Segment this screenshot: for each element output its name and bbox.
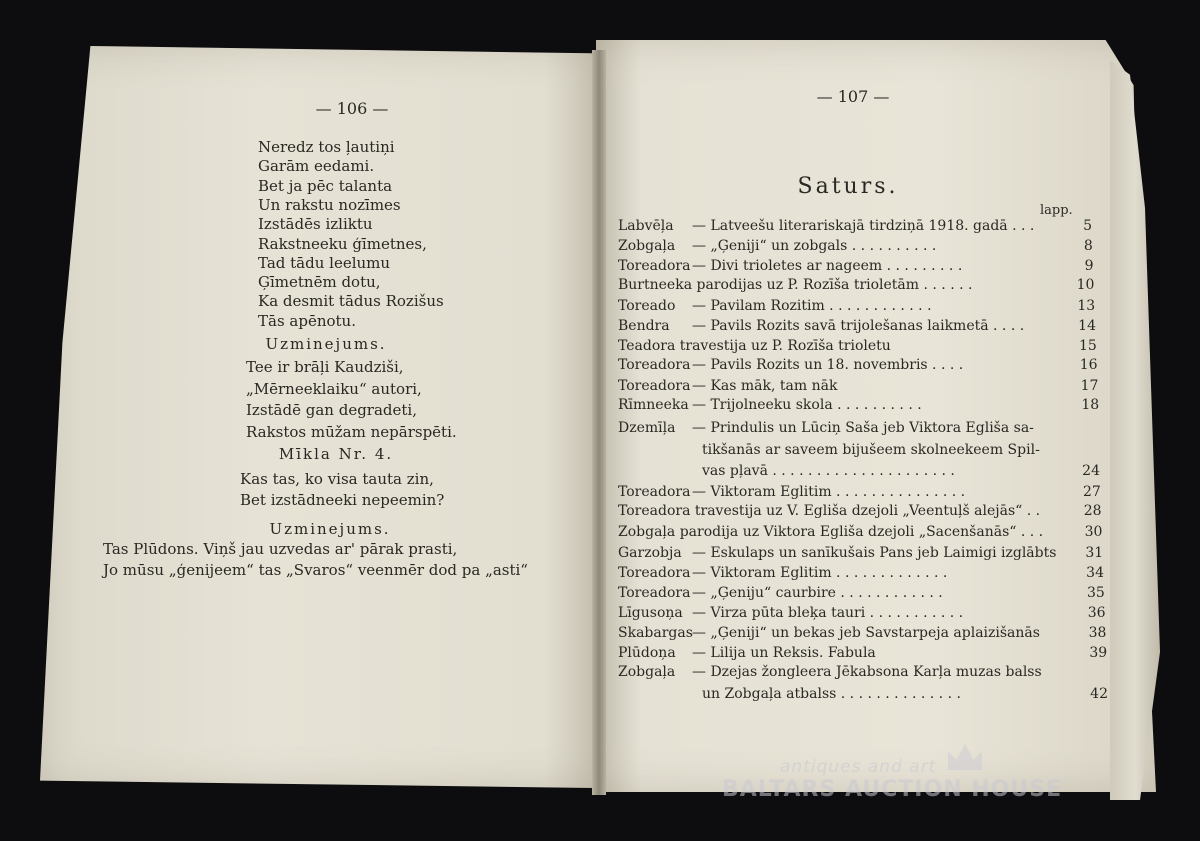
toc-page-number: 38: [1088, 625, 1107, 641]
toc-author: Bendra: [618, 318, 670, 334]
toc-page-number: 17: [1080, 378, 1099, 394]
toc-title-line: — Latveešu literariskajā tirdziņā 1918. gadā . . .: [692, 218, 1035, 234]
toc-author: Plūdoņa: [618, 645, 676, 661]
toc-author: Zobgaļa: [618, 238, 676, 254]
toc-title-line: — Kas māk, tam nāk: [692, 378, 838, 394]
toc-page-number: 5: [1083, 218, 1092, 234]
toc-author: Dzemīļa: [618, 420, 676, 436]
toc-author: Toreadora: [618, 378, 691, 394]
heading-uzminejums-1: Uzminejums.: [265, 335, 387, 353]
toc-page-number: 39: [1089, 645, 1108, 661]
toc-author: Skabargas: [618, 625, 693, 641]
toc-title-line: — „Ģeniji“ un zobgals . . . . . . . . . .: [692, 238, 937, 254]
toc-page-number: 10: [1076, 277, 1095, 293]
poem-line: Neredz tos ļautiņi: [258, 138, 395, 156]
toc-page-number: 30: [1084, 524, 1103, 540]
toc-page-number: 36: [1087, 605, 1106, 621]
toc-page-number: 35: [1086, 585, 1105, 601]
toc-title-line: — Pavils Rozits savā trijolešanas laikmetā . . . .: [692, 318, 1025, 334]
poem-line: Garām eedami.: [258, 157, 375, 176]
left-page-number: — 106 —: [315, 99, 389, 118]
toc-page-number: 24: [1082, 463, 1100, 479]
riddle-line: Bet izstādneeki nepeemin?: [240, 491, 445, 509]
answer-line: Tas Plūdons. Viņš jau uzvedas ar' pārak prasti,: [103, 540, 458, 558]
toc-title-line: Zobgaļa parodija uz Viktora Egliša dzejoli „Sacenšanās“ . . .: [618, 524, 1044, 540]
toc-title-line: — Pavilam Rozitim . . . . . . . . . . . .: [692, 298, 932, 314]
riddle-title: Mīkla Nr. 4.: [278, 445, 394, 463]
toc-page-number: 31: [1085, 545, 1104, 561]
toc-title-line: — „Ģeniji“ un bekas jeb Savstarpeja aplaizišanās: [692, 625, 1040, 641]
toc-page-number: 13: [1077, 298, 1096, 314]
toc-title-line: Teadora travestija uz P. Rozīša trioletu: [618, 338, 891, 354]
toc-author: Rīmneeka: [618, 397, 689, 413]
riddle-line: Kas tas, ko visa tauta zin,: [240, 470, 434, 488]
toc-page-number: 27: [1082, 484, 1101, 500]
toc-title-line: — Lilija un Reksis. Fabula: [692, 645, 876, 661]
answer-line: „Mērneeklaiku“ autori,: [246, 379, 422, 398]
book-gutter: [592, 50, 606, 795]
toc-author: Līgusoņa: [618, 605, 683, 621]
toc-page-number: 18: [1081, 397, 1100, 413]
toc-author: Toreadora: [618, 585, 691, 601]
toc-page-number: 15: [1078, 338, 1097, 354]
toc-title-line: tikšanās ar saveem bijušeem skolneekeem Spil-: [702, 441, 1040, 458]
toc-title-line: un Zobgaļa atbalss . . . . . . . . . . . . . .: [702, 685, 961, 702]
toc-author: Toreadora: [618, 357, 691, 373]
toc-author: Toreadora: [618, 565, 691, 581]
toc-title-line: — Viktoram Eglitim . . . . . . . . . . . . . . .: [692, 484, 966, 500]
toc-title-line: Burtneeka parodijas uz P. Rozīša trioletām . . . . . .: [618, 277, 973, 293]
poem-line: Tad tādu leelumu: [258, 253, 391, 272]
toc-title-line: — Eskulaps un sanīkušais Pans jeb Laimigi izglābts: [692, 545, 1057, 561]
watermark-brand: BALTARS AUCTION HOUSE: [722, 777, 1063, 802]
answer-line: Jo mūsu „ģenijeem“ tas „Svaros“ veenmēr dod pa „asti“: [103, 561, 528, 579]
page-edges: [1110, 60, 1160, 800]
toc-page-number: 14: [1078, 318, 1096, 334]
toc-title-line: vas pļavā . . . . . . . . . . . . . . . . . . . . .: [702, 463, 955, 479]
toc-author: Garzobja: [618, 545, 682, 561]
watermark-tagline: antiques and art: [780, 757, 937, 777]
poem-line: Un rakstu nozīmes: [258, 195, 401, 214]
toc-author: Labvēļa: [618, 218, 674, 234]
toc-title-line: Toreadora travestija uz V. Egliša dzejoli „Veentuļš alejās“ . .: [618, 503, 1041, 519]
toc-page-number: 42: [1090, 685, 1108, 702]
toc-page-number: 16: [1079, 357, 1098, 373]
answer-line: Izstādē gan degradeti,: [246, 401, 417, 419]
poem-line: Ka desmit tādus Rozišus: [258, 292, 444, 311]
toc-title-line: — Divi trioletes ar nageem . . . . . . . . .: [692, 258, 963, 274]
toc-author: Toreadora: [618, 484, 691, 500]
toc-page-number: 9: [1084, 258, 1094, 274]
right-page-number: — 107 —: [816, 87, 890, 106]
toc-author: Toreadora: [618, 258, 691, 274]
poem-line: Rakstneeku ģīmetnes,: [258, 234, 427, 253]
toc-page-number: 28: [1083, 503, 1102, 519]
poem-line: Bet ja pēc talanta: [258, 176, 393, 195]
toc-title-line: — Viktoram Eglitim . . . . . . . . . . . . .: [692, 565, 948, 581]
toc-title-line: — Pavils Rozits un 18. novembris . . . .: [692, 357, 964, 373]
toc-author: Toreado: [618, 298, 676, 314]
poem-line: Ģīmetnēm dotu,: [258, 273, 381, 292]
toc-page-number: 8: [1083, 238, 1093, 254]
toc-title-line: — „Ģeniju“ caurbire . . . . . . . . . . . .: [692, 585, 943, 601]
heading-uzminejums-2: Uzminejums.: [269, 520, 391, 538]
poem-line: Izstādēs izliktu: [258, 215, 373, 234]
toc-page-number: 34: [1086, 565, 1104, 581]
toc-title-line: — Virza pūta bleķa tauri . . . . . . . . . . .: [692, 605, 964, 621]
toc-title: Saturs.: [797, 174, 899, 199]
lapp-label: lapp.: [1040, 203, 1073, 218]
toc-author: Zobgaļa: [618, 664, 676, 680]
toc-title-line: — Trijolneeku skola . . . . . . . . . .: [692, 397, 922, 413]
answer-line: Rakstos mūžam nepārspēti.: [246, 422, 457, 441]
toc-title-line: — Prindulis un Lūciņ Saša jeb Viktora Egliša sa-: [692, 420, 1034, 436]
answer-line: Tee ir brāļi Kaudziši,: [246, 358, 404, 376]
poem-line: Tās apēnotu.: [258, 311, 356, 330]
toc-title-line: — Dzejas žongleera Jēkabsona Karļa muzas balss: [692, 664, 1042, 680]
